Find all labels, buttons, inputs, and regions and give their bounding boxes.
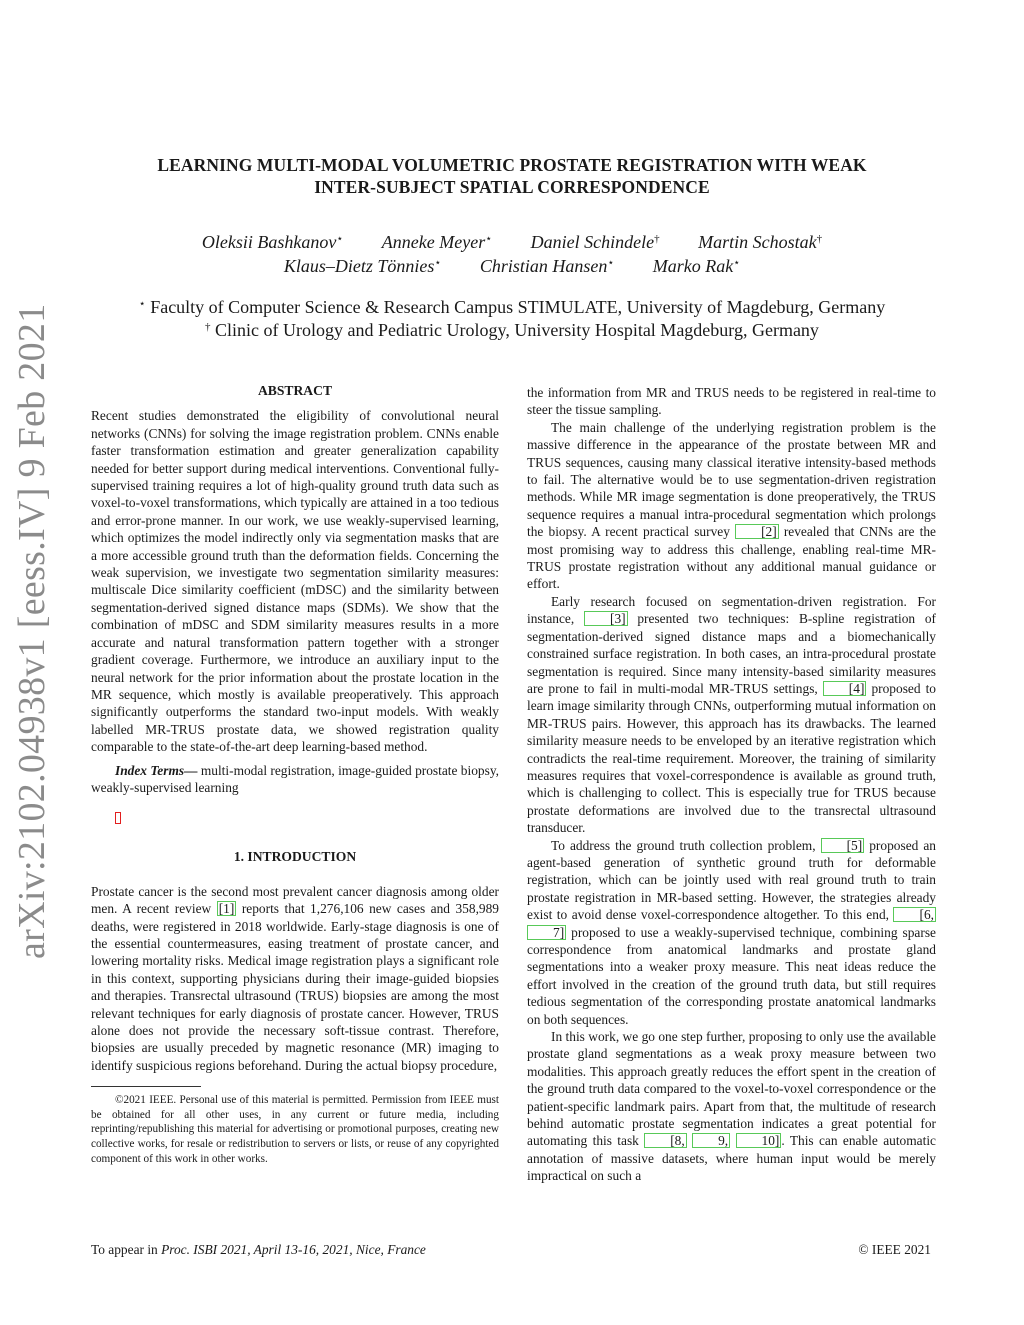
author: Anneke Meyer⋆: [381, 232, 493, 252]
copyright-footnote: ©2021 IEEE. Personal use of this material is permitted. Permission from IEEE must be obtained for all other uses, in any current or future media, including reprinting/republishing this material for advertising or promotional purposes, creating new collective works, for resale or redistribution to servers or lists, or reuse of any copyrighted component of this work in other works.: [91, 1094, 499, 1165]
citation-link[interactable]: [5]: [821, 838, 865, 853]
paragraph: In this work, we go one step further, proposing to only use the available prostate gland segmentations as a weak proxy measure between two modalities. This approach greatly reduces the effort spent in the creation of the ground truth data compared to the voxel-to-voxel correspondence or the patient-specific landmark pairs. Apart from that, the multitude of research behind automatic prostate segmentation indicates a great potential for automating this task [8, 9, 10] . This can enable automatic annotation of massive datasets, where human input would be merely impractical on such a: [527, 1029, 936, 1184]
arxiv-identifier: arXiv:2102.04938v1 [eess.IV] 9 Feb 2021: [11, 303, 53, 959]
abstract-text: Recent studies demonstrated the eligibility of convolutional neural networks (CNNs) for solving the image registration problem. CNNs enable faster transformation estimation and greater generalization capability needed for better support during medical interventions. Conventional fully-supervised training requires a lot of high-quality ground truth data such as voxel-to-voxel transformations, which typically are attained in a too tedious and error-prone manner. In our work, we use weakly-supervised learning, which optimizes the model indirectly only via segmentation masks that are a more accessible ground truth than the deformation fields. Concerning the weak supervision, we investigate two segmentation similarity measures: multiscale Dice similarity coefficient (mDSC) and the similarity between segmentation-derived signed distance maps (SDMs). We show that the combination of mDSC and SDM similarity measures results in a more accurate and natural transformation pattern together with a stronger gradient coverage. Furthermore, we introduce an auxiliary input to the neural network for the prior information about the prostate location in the MR sequence, which mostly is available preoperatively. This approach significantly outperforms the standard two-input models. With weakly labelled MR-TRUS prostate data, we showed registration quality comparable to the state-of-the-art deep learning-based method.: [91, 408, 499, 755]
citation-link[interactable]: [1]: [218, 901, 235, 917]
venue-footer: To appear in Proc. ISBI 2021, April 13-16, 2021, Nice, France: [91, 1242, 426, 1257]
title-line-2: INTER-SUBJECT SPATIAL CORRESPONDENCE: [314, 177, 710, 197]
citation-link[interactable]: [6,: [893, 907, 936, 922]
citation-link[interactable]: [8,: [644, 1133, 687, 1148]
annotation-marker: [115, 812, 121, 824]
right-column: [527, 384, 936, 1185]
author: Martin Schostak†: [698, 232, 823, 252]
author-row-2: [0, 254, 1024, 278]
abstract-heading: ABSTRACT: [257, 383, 333, 398]
citation-link[interactable]: 7]: [527, 925, 566, 940]
citation-link[interactable]: 10]: [736, 1133, 782, 1148]
citation-link[interactable]: [2]: [735, 524, 779, 539]
author: Oleksii Bashkanov⋆: [201, 232, 344, 252]
affiliation: † Clinic of Urology and Pediatric Urology, University Hospital Magdeburg, Germany: [205, 320, 819, 340]
author: Marko Rak⋆: [652, 256, 741, 276]
paragraph: The main challenge of the underlying registration problem is the massive difference in the appearance of the prostate between MR and TRUS sequences, causing many classical iterative intensity-based methods to fail. The alternative would be to use segmentation-driven registration methods. While MR image segmentation is done preoperatively, the TRUS sequence requires a manual intra-procedural segmentation which prolongs the biopsy. A recent practical survey [2] revealed that CNNs are the most promising way to address this challenge, enabling real-time MR-TRUS prostate registration without any additional manual guidance or effort.: [527, 419, 936, 592]
citation-link[interactable]: [4]: [823, 681, 867, 696]
author: Daniel Schindele†: [530, 232, 660, 252]
paper-title: [0, 154, 1024, 198]
left-column: [91, 382, 499, 1166]
author-row-1: [0, 230, 1024, 254]
affiliation: ⋆ Faculty of Computer Science & Research Campus STIMULATE, University of Magdeburg, Germany: [138, 297, 886, 317]
index-terms-label: Index Terms—: [115, 762, 198, 778]
citation-link[interactable]: [3]: [584, 611, 628, 626]
title-line-1: LEARNING MULTI-MODAL VOLUMETRIC PROSTATE REGISTRATION WITH WEAK: [157, 155, 867, 175]
affiliations: [0, 296, 1024, 342]
paragraph: Early research focused on segmentation-driven registration. For instance, [3] presented two techniques: B-spline registration of segmentation-derived signed distance maps and a biomechanically constrained surface registration. In both cases, an intra-procedural prostate segmentation is required. Since many intensity-based similarity measures are prone to fail in multi-modal MR-TRUS settings, [4] proposed to learn image similarity through CNNs, outperforming mutual information on MR-TRUS pairs. However, this approach has its drawbacks. The learned similarity measure needs to be enveloped by an iterative registration which contradicts the real-time requirement. Moreover, the training of similarity measures requires that voxel-correspondence is available as ground truth, which is challenging to collect. This is especially true for TRUS because prostate deformations are involved due to the transrectal ultrasound transducer.: [527, 593, 936, 836]
author: Christian Hansen⋆: [479, 256, 615, 276]
index-terms: Index Terms— multi-modal registration, image-guided prostate biopsy, weakly-supervised learning: [91, 762, 499, 795]
copyright-footer: © IEEE 2021: [858, 1242, 931, 1257]
paragraph: the information from MR and TRUS needs to be registered in real-time to steer the tissue sampling.: [527, 385, 936, 418]
author-list: [0, 230, 1024, 278]
paragraph: To address the ground truth collection problem, [5] proposed an agent-based generation of synthetic ground truth for deformable registration, which can be jointly used with real ground truth to train prostate registration in MR-based setting. However, the strategies already exist to avoid dense voxel-correspondence altogether. To this end, [6, 7] proposed to use a weakly-supervised technique, combining sparse correspondence from anatomical landmarks and prostate gland segmentations into a weaker proxy measure. This neat ideas reduce the effort involved in the creation of the ground truth data, but still requires tedious segmentation of the corresponding prostate anatomical landmarks on both sequences.: [527, 837, 936, 1027]
footnote-rule: [91, 1086, 201, 1087]
intro-paragraph: Prostate cancer is the second most prevalent cancer diagnosis among older men. A recent review [1] reports that 1,276,106 new cases and 358,989 deaths, were registered in 2018 worldwide. Early-stage diagnosis is one of the essential countermeasures, easing treatment of prostate cancer, and lowering mortality risks. Medical image registration plays a significant role in this context, supporting physicians during their image-guided biopsies and therapies. Transrectal ultrasound (TRUS) biopsies are among the most relevant techniques for early diagnosis of prostate cancer. However, TRUS alone does not provide the necessary soft-tissue contrast. Therefore, biopsies are usually preceded by magnetic resonance (MR) imaging to identify suspicious regions beforehand. During the actual biopsy procedure,: [91, 883, 499, 1073]
author: Klaus–Dietz Tönnies⋆: [283, 256, 442, 276]
citation-link[interactable]: 9,: [692, 1133, 730, 1148]
intro-heading: 1. INTRODUCTION: [233, 849, 357, 865]
